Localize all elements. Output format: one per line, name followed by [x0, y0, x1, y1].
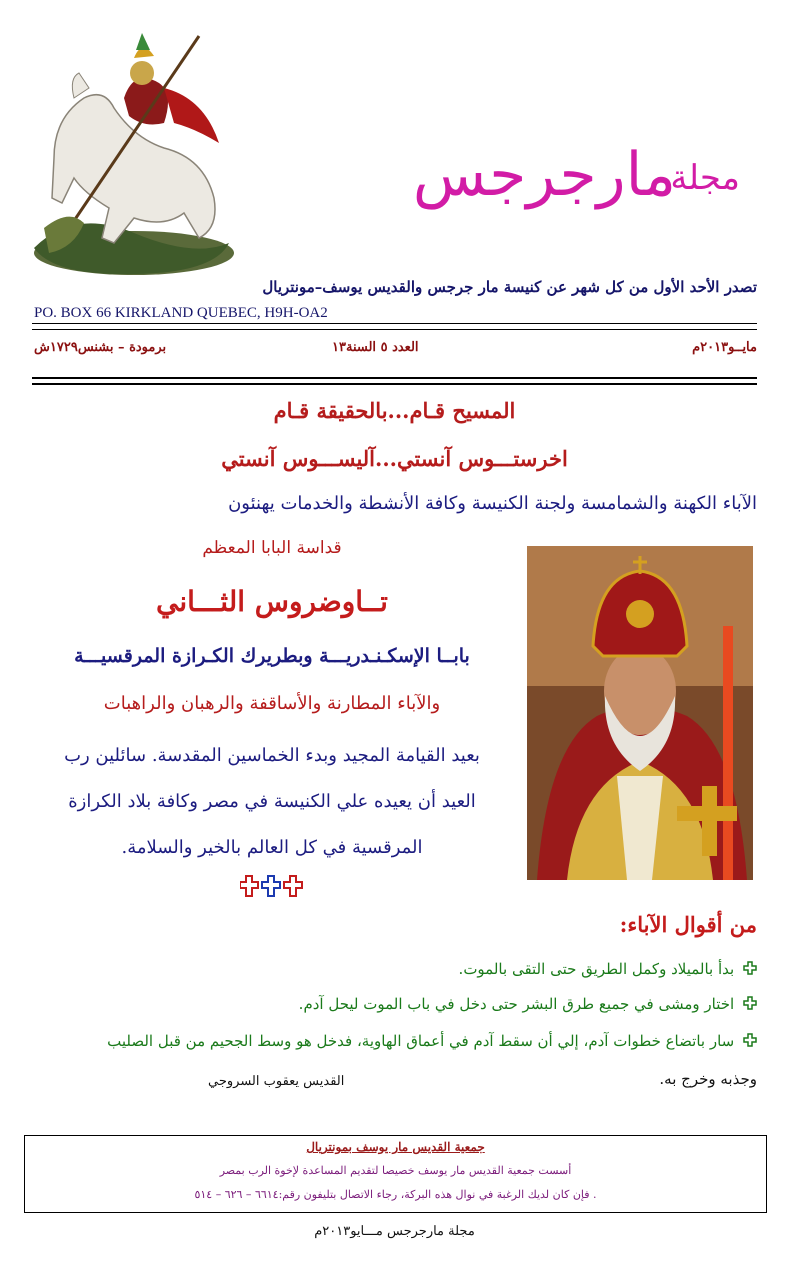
issue-number: العدد ٥ السنة١٣	[332, 340, 419, 355]
message-line-2: العيد أن يعيده علي الكنيسة في مصر وكافة بلاد الكرازة	[68, 791, 476, 812]
saying-text: اختار ومشى في جميع طرق البشر حتى دخل في باب الموت ليحل آدم.	[298, 995, 735, 1013]
saint-george-icon	[14, 28, 236, 280]
divider	[32, 377, 757, 379]
masthead-subtitle: تصدر الأحد الأول من كل شهر عن كنيسة مار جرجس والقديس يوسف–مونتريال	[262, 278, 757, 296]
saying-item	[37, 1032, 757, 1051]
saying-item	[37, 995, 757, 1014]
association-box	[24, 1135, 767, 1213]
saying-text: بدأ بالميلاد وكمل الطريق حتى التقى بالموت.	[458, 960, 735, 978]
divider	[32, 329, 757, 330]
message-line-3: المرقسية في كل العالم بالخير والسلامة.	[121, 837, 423, 858]
title-main: مارجرجس	[412, 140, 676, 210]
greeting-line-1: المسيح قـام...بالحقيقة قـام	[273, 398, 516, 423]
pope-label: قداسة البابا المعظم	[202, 538, 342, 558]
pope-name: تــاوضروس الثـــاني	[156, 585, 388, 618]
page-footer: مجلة مارجرجس مـــايو٢٠١٣م	[314, 1224, 475, 1239]
association-line-2: . فإن كان لديك الرغبة في نوال هذه البركة، رجاء الاتصال بتليفون رقم:٦٦١٤ – ٦٢٦ – ٥١٤	[194, 1188, 597, 1201]
green-cross-icon	[743, 961, 757, 979]
po-box-address: PO. BOX 66 KIRKLAND QUEBEC, H9H-OA2	[34, 305, 328, 321]
greeting-line-3: الآباء الكهنة والشمامسة ولجنة الكنيسة وكافة الأنشطة والخدمات يهنئون	[228, 493, 757, 514]
association-title: جمعية القديس مار يوسف بمونتريال	[306, 1140, 485, 1154]
saying-author: القديس يعقوب السروجي	[208, 1074, 345, 1089]
association-line-1: أسست جمعية القديس مار يوسف خصيصا لتقديم المساعدة لإخوة الرب بمصر	[219, 1164, 572, 1177]
blue-cross-icon	[262, 876, 280, 896]
crosses-decoration	[240, 874, 304, 898]
bishops-line: والآباء المطارنة والأساقفة والرهبان والراهبات	[103, 693, 441, 714]
red-cross-icon	[240, 876, 258, 896]
green-cross-icon	[743, 996, 757, 1014]
issue-date: مايــو٢٠١٣م	[692, 340, 757, 355]
saying-item	[37, 960, 757, 979]
pope-title: بابــا الإسكـنـدريـــة وبطريرك الكـرازة المرقسيـــة	[74, 645, 470, 667]
saying-continuation: وجذبه وخرج به.	[659, 1070, 757, 1088]
pope-portrait-icon	[527, 546, 753, 880]
red-cross-icon	[284, 876, 302, 896]
issue-coptic-date: برمودة – بشنس١٧٢٩ش	[34, 340, 167, 355]
masthead-title	[400, 140, 740, 230]
message-line-1: بعيد القيامة المجيد وبدء الخماسين المقدسة. سائلين رب	[64, 745, 480, 766]
greeting-line-2: اخرستـــوس آنستي...آليســـوس آنستي	[221, 446, 568, 471]
sayings-heading: من أقوال الآباء:	[619, 912, 757, 937]
divider	[32, 383, 757, 385]
divider	[32, 323, 757, 324]
saying-text: سار باتضاع خطوات آدم، إلي أن سقط آدم في أعماق الهاوية، فدخل هو وسط الجحيم من قبل الصليب	[107, 1032, 735, 1050]
green-cross-icon	[743, 1033, 757, 1051]
title-prefix: مجلة	[670, 158, 740, 198]
